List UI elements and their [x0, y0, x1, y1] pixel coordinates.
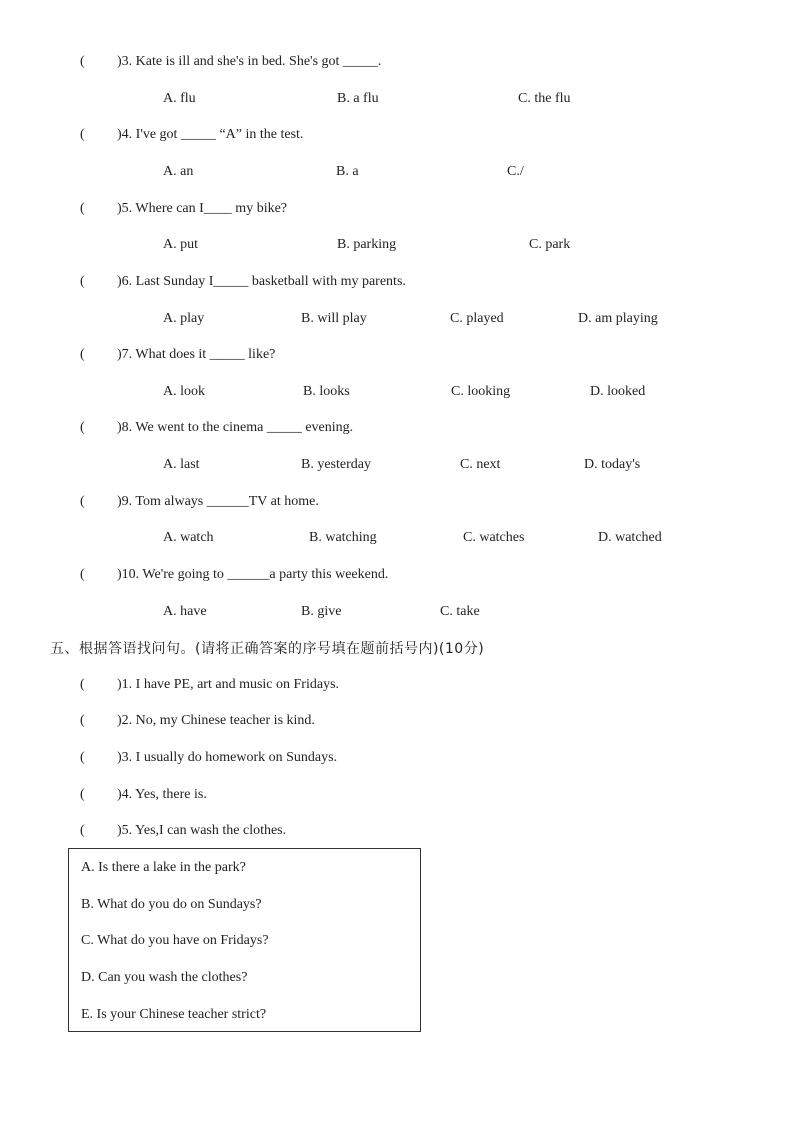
option-b: B. a: [336, 164, 359, 179]
option-a: A. have: [163, 604, 207, 619]
choice-d: D. Can you wash the clothes?: [81, 970, 248, 985]
answer-paren[interactable]: (: [80, 713, 85, 728]
answer-paren[interactable]: (: [80, 127, 85, 142]
option-b: B. parking: [337, 237, 397, 252]
option-d: D. watched: [598, 530, 662, 545]
option-b: B. looks: [303, 384, 350, 399]
question-text: )10. We're going to ______a party this weekend.: [117, 567, 389, 582]
choice-b: B. What do you do on Sundays?: [81, 897, 262, 912]
option-a: A. play: [163, 311, 205, 326]
choice-e: E. Is your Chinese teacher strict?: [81, 1007, 267, 1022]
answer-paren[interactable]: (: [80, 274, 85, 289]
question-text: )3. Kate is ill and she's in bed. She's got _____.: [117, 54, 382, 69]
option-a: A. look: [163, 384, 205, 399]
answer-paren[interactable]: (: [80, 567, 85, 582]
option-c: C. take: [440, 604, 480, 619]
question-text: )9. Tom always ______TV at home.: [117, 494, 319, 509]
answer-text: )3. I usually do homework on Sundays.: [117, 750, 338, 765]
answer-paren[interactable]: (: [80, 54, 85, 69]
choice-a: A. Is there a lake in the park?: [81, 860, 246, 875]
answer-paren[interactable]: (: [80, 750, 85, 765]
answer-paren[interactable]: (: [80, 787, 85, 802]
option-c: C. the flu: [518, 91, 571, 106]
option-c: C. park: [529, 237, 571, 252]
option-a: A. flu: [163, 91, 196, 106]
choice-c: C. What do you have on Fridays?: [81, 933, 269, 948]
answer-text: )1. I have PE, art and music on Fridays.: [117, 677, 340, 692]
choices-box: [68, 848, 421, 1032]
option-c: C. played: [450, 311, 504, 326]
question-text: )4. I've got _____ “A” in the test.: [117, 127, 304, 142]
question-text: )7. What does it _____ like?: [117, 347, 276, 362]
answer-paren[interactable]: (: [80, 677, 85, 692]
answer-text: )5. Yes,I can wash the clothes.: [117, 823, 287, 838]
option-d: D. today's: [584, 457, 641, 472]
answer-paren[interactable]: (: [80, 347, 85, 362]
question-text: )6. Last Sunday I_____ basketball with my parents.: [117, 274, 406, 289]
answer-paren[interactable]: (: [80, 494, 85, 509]
option-d: D. am playing: [578, 311, 658, 326]
question-text: )8. We went to the cinema _____ evening.: [117, 420, 354, 435]
option-b: B. yesterday: [301, 457, 371, 472]
option-b: B. will play: [301, 311, 367, 326]
answer-text: )4. Yes, there is.: [117, 787, 207, 802]
option-c: C. watches: [463, 530, 525, 545]
option-d: D. looked: [590, 384, 646, 399]
option-b: B. give: [301, 604, 342, 619]
option-c: C./: [507, 164, 524, 179]
section-5-title: 五、根据答语找问句。(请将正确答案的序号填在题前括号内)(10分): [50, 641, 485, 657]
option-a: A. last: [163, 457, 200, 472]
answer-paren[interactable]: (: [80, 420, 85, 435]
option-a: A. an: [163, 164, 194, 179]
answer-paren[interactable]: (: [80, 201, 85, 216]
option-a: A. put: [163, 237, 198, 252]
answer-text: )2. No, my Chinese teacher is kind.: [117, 713, 315, 728]
option-b: B. watching: [309, 530, 377, 545]
option-c: C. next: [460, 457, 501, 472]
option-a: A. watch: [163, 530, 214, 545]
option-c: C. looking: [451, 384, 511, 399]
option-b: B. a flu: [337, 91, 379, 106]
answer-paren[interactable]: (: [80, 823, 85, 838]
question-text: )5. Where can I____ my bike?: [117, 201, 288, 216]
